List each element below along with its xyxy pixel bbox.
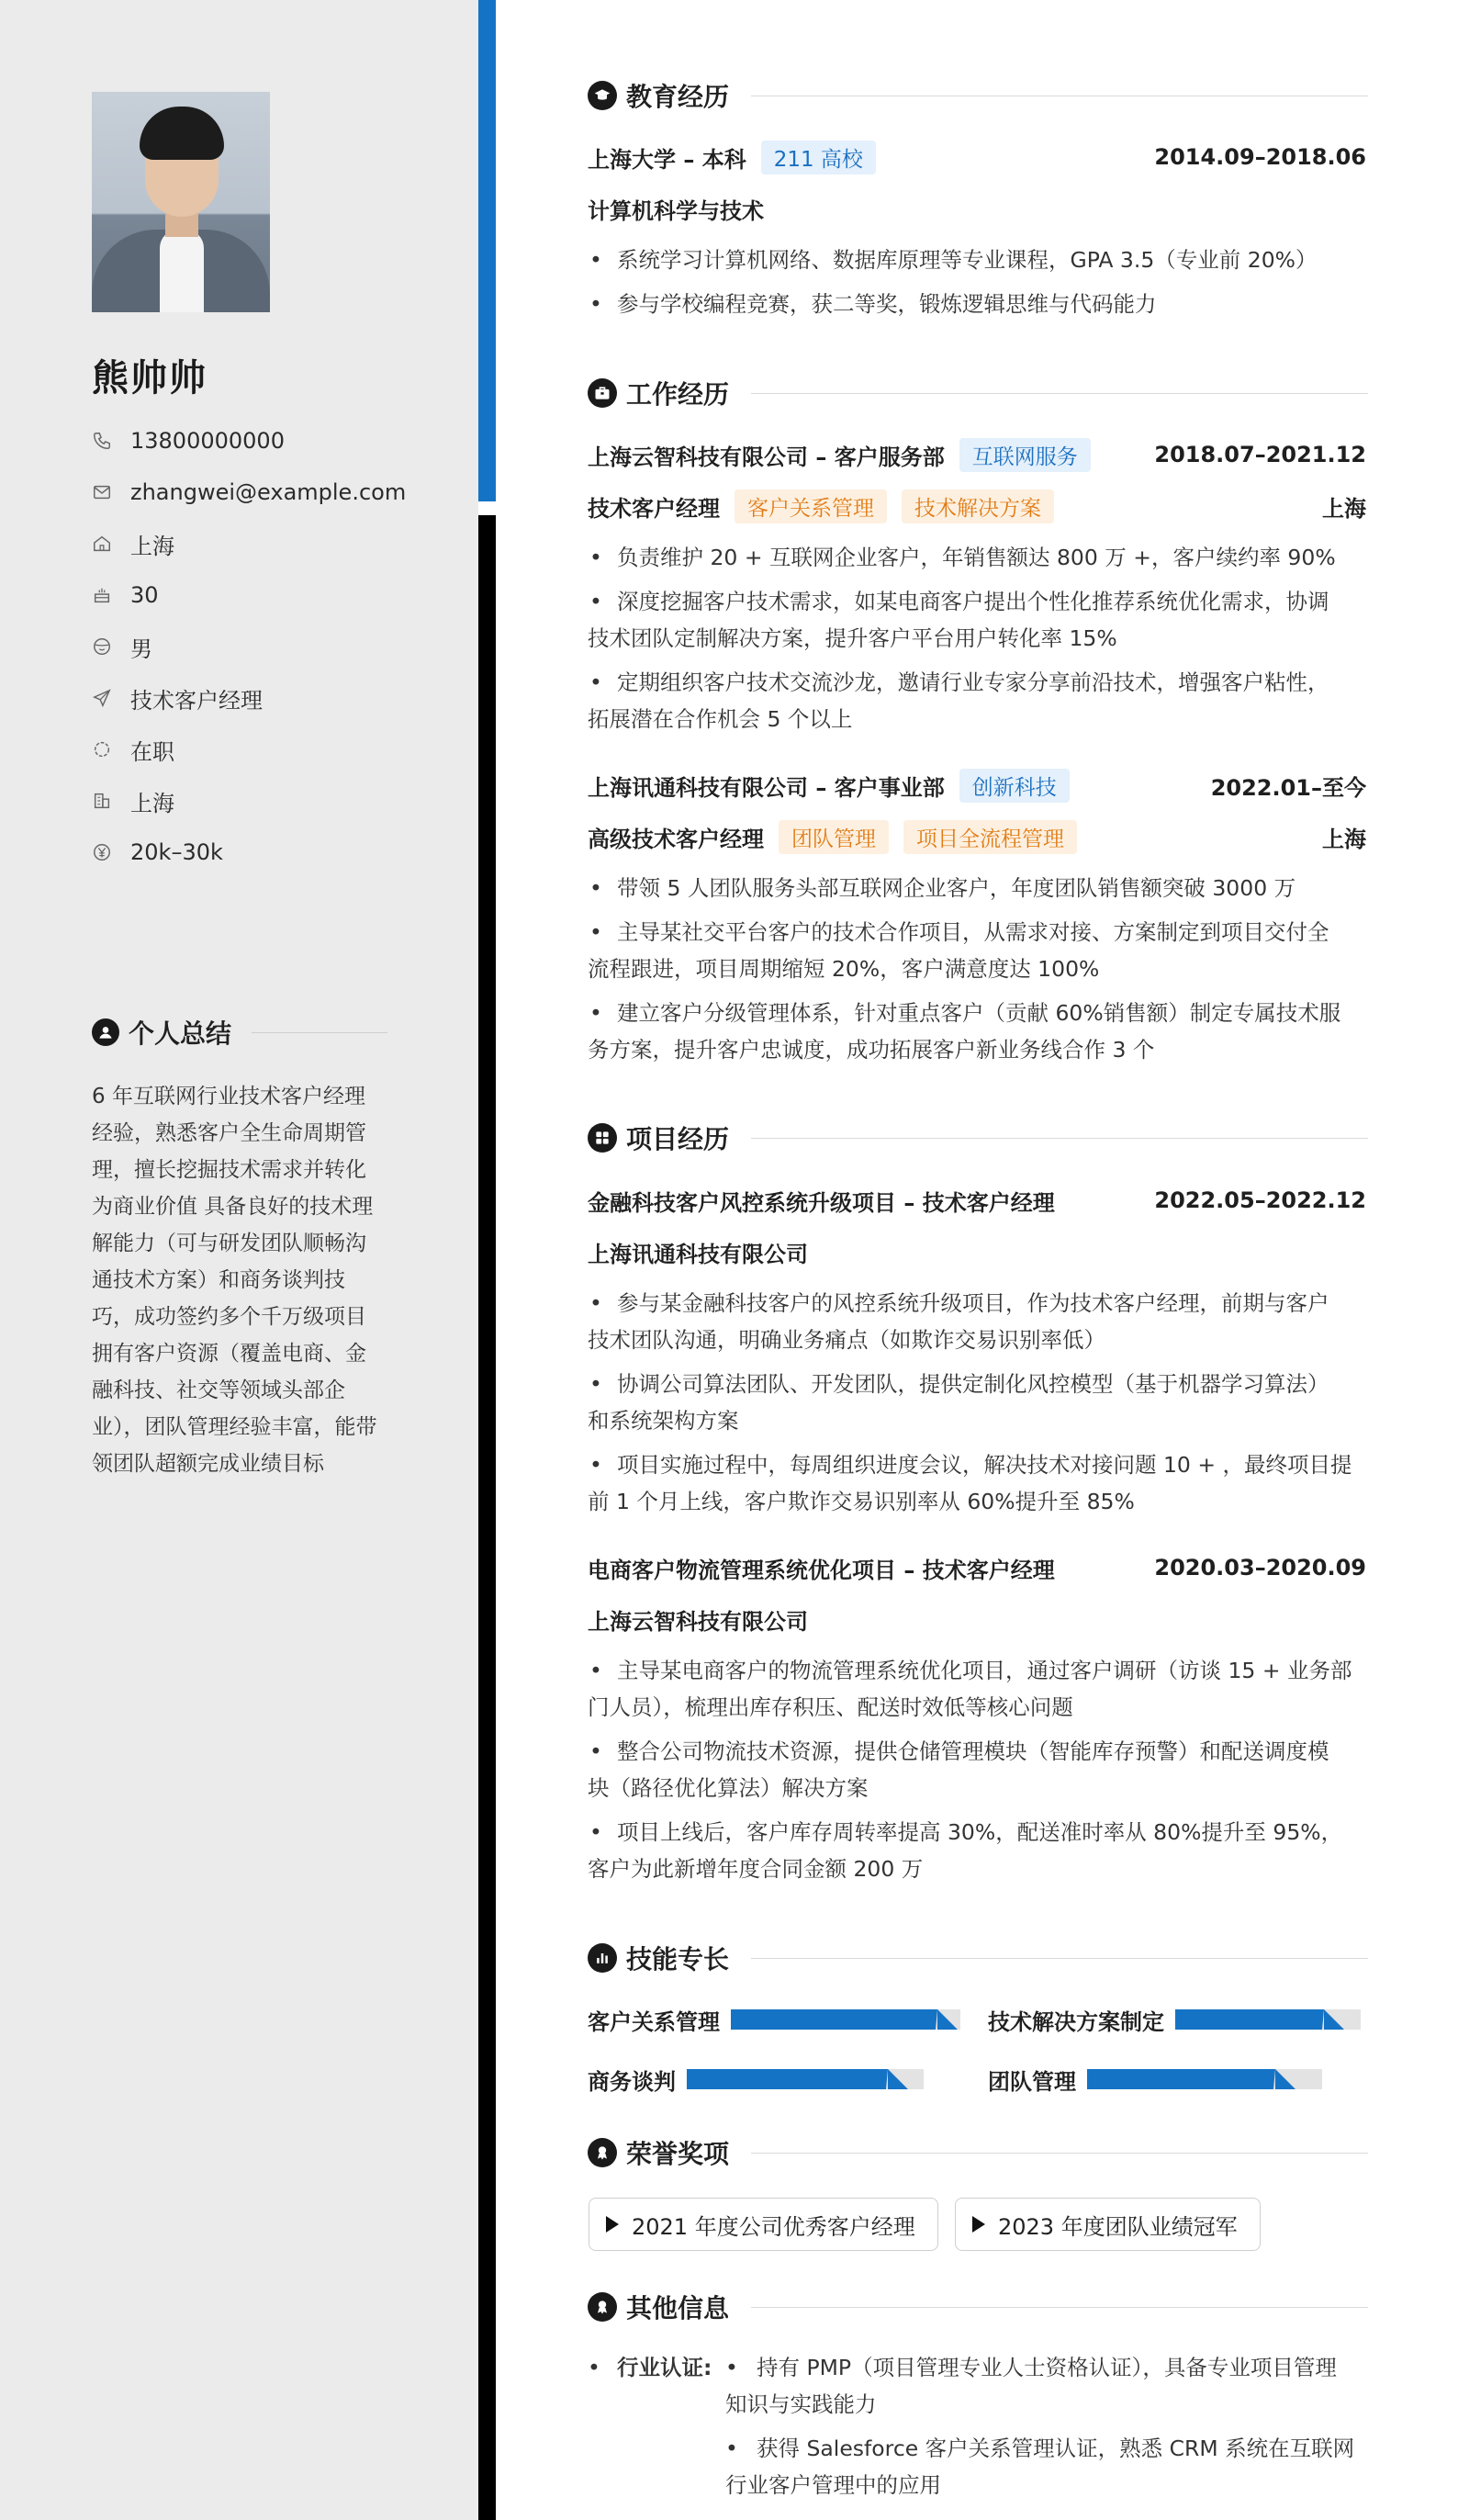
- info-salary: [92, 834, 223, 871]
- accent-stripe: [478, 0, 496, 501]
- industry-tag: 创新科技: [959, 769, 1070, 803]
- school-name: 上海大学 – 本科: [588, 146, 746, 173]
- position-text: 技术客户经理: [130, 687, 263, 714]
- grid-icon: [588, 1123, 617, 1153]
- summary-text: 6 年互联网行业技术客户经理 经验，熟悉客户全生命周期管 理，擅长挖掘技术需求并转化 为商业价值 具备良好的技术理 解能力（可与研发团队顺畅沟 通技术方案）和商务谈判技 巧，成功签约多个千万级项目 拥有客户资源（覆盖电商、金 融科技、社交等领域头部企 业），团队管理经验丰富，能带 领团队超额完成业绩目标: [92, 1085, 377, 1476]
- projects-title: 项目经历: [626, 1124, 730, 1154]
- list-item: •协调公司算法团队、开发团队，提供定制化风控模型（基于机器学习算法） 和系统架构方案: [588, 1366, 1366, 1439]
- info-location: [92, 525, 174, 562]
- summary-header: [92, 1014, 387, 1051]
- gender-text: 男: [130, 636, 152, 662]
- skill-bar: [687, 2069, 924, 2089]
- play-icon: [606, 2216, 619, 2233]
- skill-bar: [1087, 2069, 1322, 2089]
- email-text: zhangwei@example.com: [130, 479, 407, 505]
- cake-icon: [92, 585, 112, 605]
- home-icon: [92, 534, 112, 554]
- project-company: 上海云智科技有限公司: [588, 1608, 808, 1635]
- person-face-icon: [92, 636, 112, 657]
- job-period: 2022.01–至今: [1210, 774, 1366, 801]
- list-item: •系统学习计算机网络、数据库原理等专业课程，GPA 3.5（专业前 20%）: [588, 242, 1366, 278]
- mail-icon: [92, 482, 112, 502]
- info-age: [92, 577, 159, 613]
- award-text: 2021 年度公司优秀客户经理: [632, 2213, 915, 2240]
- job-role-row: [588, 489, 1366, 523]
- info-position: [92, 680, 263, 716]
- building-icon: [92, 791, 112, 811]
- phone-icon: [92, 431, 112, 451]
- skill-tag: 技术解决方案: [902, 489, 1054, 523]
- projects-header: [588, 1119, 1368, 1156]
- info-status: [92, 731, 174, 768]
- status-text: 在职: [130, 738, 174, 765]
- age-text: 30: [130, 582, 159, 608]
- skill-bar: [1175, 2009, 1361, 2030]
- play-icon: [972, 2216, 985, 2233]
- other-header: [588, 2289, 1368, 2325]
- skills-header: [588, 1940, 1368, 1976]
- user-icon: [92, 1018, 119, 1046]
- project-company: 上海讯通科技有限公司: [588, 1241, 808, 1267]
- info-email: [92, 474, 406, 511]
- job-role-row: [588, 820, 1366, 853]
- award-item: [589, 2198, 938, 2251]
- skills-title: 技能专长: [626, 1944, 730, 1974]
- medal-icon: [588, 2138, 617, 2167]
- awards-title: 荣誉奖项: [626, 2139, 730, 2169]
- list-item: •参与某金融科技客户的风控系统升级项目，作为技术客户经理，前期与客户 技术团队沟通，明确业务痛点（如欺诈交易识别率低）: [588, 1285, 1366, 1358]
- project-name: 金融科技客户风控系统升级项目 – 技术客户经理: [588, 1189, 1055, 1216]
- skill-bar-tip: [1275, 2069, 1295, 2089]
- skill-tag: 项目全流程管理: [903, 820, 1077, 854]
- salary-text: 20k–30k: [130, 839, 223, 865]
- info-target-city: [92, 782, 174, 819]
- target-city-text: 上海: [130, 790, 174, 816]
- list-item: •参与学校编程竞赛，获二等奖，锻炼逻辑思维与代码能力: [588, 286, 1366, 322]
- list-item: •项目上线后，客户库存周转率提高 30%，配送准时率从 80%提升至 95%， 客户为此新增年度合同金额 200 万: [588, 1814, 1366, 1887]
- skill-name: 技术解决方案制定: [988, 2008, 1164, 2035]
- skill-item: [988, 2006, 1361, 2033]
- project-company-row: [588, 1235, 1366, 1268]
- work-header: [588, 375, 1368, 411]
- list-item: •定期组织客户技术交流沙龙，邀请行业专家分享前沿技术，增强客户粘性， 拓展潜在合作机会 5 个以上: [588, 664, 1366, 737]
- status-icon: [92, 739, 112, 759]
- award-text: 2023 年度团队业绩冠军: [998, 2213, 1238, 2240]
- bar-chart-icon: [588, 1943, 617, 1973]
- skill-bar-fill: [1175, 2009, 1324, 2030]
- info-gender: [92, 628, 152, 665]
- list-item: •建立客户分级管理体系，针对重点客户（贡献 60%销售额）制定专属技术服 务方案，提升客户忠诚度，成功拓展客户新业务线合作 3 个: [588, 995, 1366, 1068]
- summary-title: 个人总结: [129, 1018, 232, 1049]
- list-item: •主导某电商客户的物流管理系统优化项目，通过客户调研（访谈 15 + 业务部 门人员），梳理出库存积压、配送时效低等核心问题: [588, 1652, 1366, 1726]
- skill-item: [988, 2065, 1322, 2093]
- awards-header: [588, 2134, 1368, 2171]
- skill-bar-fill: [731, 2009, 937, 2030]
- job-company-row: [588, 769, 1366, 802]
- education-title: 教育经历: [626, 82, 730, 112]
- briefcase-icon: [588, 378, 617, 408]
- project-row: [588, 1551, 1366, 1584]
- skill-name: 团队管理: [988, 2068, 1076, 2095]
- list-item: •深度挖掘客户技术需求，如某电商客户提出个性化推荐系统优化需求，协调 技术团队定制解决方案，提升客户平台用户转化率 15%: [588, 583, 1366, 657]
- job-company-row: [588, 438, 1366, 471]
- education-period: 2014.09–2018.06: [1154, 144, 1366, 170]
- school-tag: 211 高校: [761, 141, 876, 174]
- work-title: 工作经历: [626, 379, 730, 410]
- avatar: [92, 92, 270, 312]
- list-item: •主导某社交平台客户的技术合作项目，从需求对接、方案制定到项目交付全 流程跟进，项目周期缩短 20%，客户满意度达 100%: [588, 914, 1366, 987]
- skill-tag: 团队管理: [779, 820, 889, 854]
- send-icon: [92, 688, 112, 708]
- skill-bar: [731, 2009, 960, 2030]
- divider-stripe: [478, 515, 496, 2520]
- list-item: •负责维护 20 + 互联网企业客户，年销售额达 800 万 +，客户续约率 90%: [588, 539, 1366, 576]
- skill-bar-tip: [888, 2069, 908, 2089]
- skill-name: 商务谈判: [588, 2068, 676, 2095]
- skill-bar-fill: [687, 2069, 888, 2089]
- other-info: • 行业认证: • 持有 PMP（项目管理专业人士资格认证），具备专业项目管理 知识与实践能力 • 获得 Salesforce 客户关系管理认证，熟悉 CRM 系统在互联网 行业客户管理中的应用: [588, 2349, 1368, 2503]
- yen-icon: [92, 842, 112, 862]
- list-item: • 获得 Salesforce 客户关系管理认证，熟悉 CRM 系统在互联网 行业客户管理中的应用: [725, 2436, 1355, 2498]
- education-header: [588, 77, 1368, 114]
- project-company-row: [588, 1603, 1366, 1636]
- skill-bar-fill: [1087, 2069, 1275, 2089]
- industry-tag: 互联网服务: [959, 438, 1091, 472]
- company-name: 上海云智科技有限公司 – 客户服务部: [588, 444, 945, 470]
- education-row: [588, 141, 1366, 174]
- project-period: 2022.05–2022.12: [1154, 1187, 1366, 1213]
- other-title: 其他信息: [626, 2293, 730, 2323]
- major: 计算机科学与技术: [588, 197, 764, 224]
- graduation-cap-icon: [588, 81, 617, 110]
- skill-item: [588, 2006, 960, 2033]
- job-role: 高级技术客户经理: [588, 826, 764, 852]
- job-role: 技术客户经理: [588, 495, 720, 522]
- job-period: 2018.07–2021.12: [1154, 442, 1366, 467]
- info-phone: [92, 422, 285, 459]
- skill-item: [588, 2065, 924, 2093]
- candidate-name: 熊帅帅: [92, 357, 207, 399]
- list-item: • 持有 PMP（项目管理专业人士资格认证），具备专业项目管理 知识与实践能力: [725, 2355, 1337, 2417]
- job-city: 上海: [1322, 826, 1366, 852]
- company-name: 上海讯通科技有限公司 – 客户事业部: [588, 774, 945, 801]
- skill-name: 客户关系管理: [588, 2008, 720, 2035]
- job-city: 上海: [1322, 495, 1366, 522]
- list-item: •整合公司物流技术资源，提供仓储管理模块（智能库存预警）和配送调度模 块（路径优化算法）解决方案: [588, 1733, 1366, 1806]
- list-item: •项目实施过程中，每周组织进度会议，解决技术对接问题 10 + ，最终项目提 前 1 个月上线，客户欺诈交易识别率从 60%提升至 85%: [588, 1446, 1366, 1520]
- project-row: [588, 1184, 1366, 1217]
- skill-tag: 客户关系管理: [735, 489, 887, 523]
- major-row: [588, 192, 1366, 225]
- other-label: 行业认证:: [617, 2355, 712, 2380]
- project-period: 2020.03–2020.09: [1154, 1555, 1366, 1581]
- list-item: •带领 5 人团队服务头部互联网企业客户，年度团队销售额突破 3000 万: [588, 870, 1366, 906]
- skill-bar-tip: [937, 2009, 958, 2030]
- phone-text: 13800000000: [130, 428, 285, 454]
- location-text: 上海: [130, 533, 174, 559]
- project-name: 电商客户物流管理系统优化项目 – 技术客户经理: [588, 1557, 1055, 1583]
- award-item: [955, 2198, 1261, 2251]
- skill-bar-tip: [1324, 2009, 1344, 2030]
- info-badge-icon: [588, 2292, 617, 2322]
